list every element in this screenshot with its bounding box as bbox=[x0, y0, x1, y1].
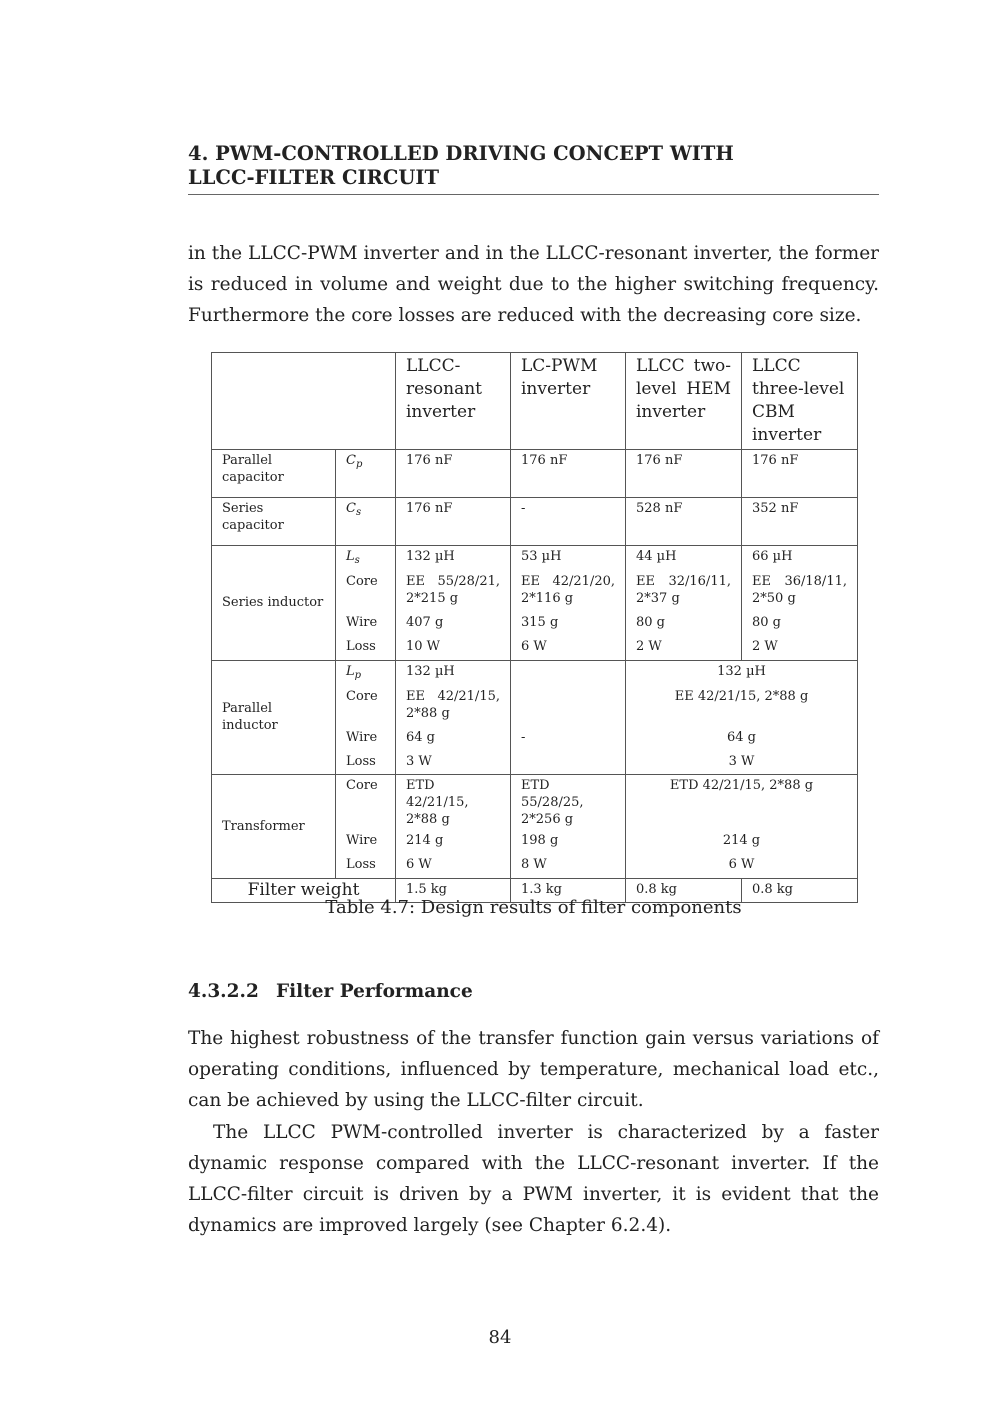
table-cell-merged: 6 W bbox=[626, 854, 858, 878]
table-cell: - bbox=[511, 498, 626, 546]
table-cell: 3 W bbox=[396, 751, 511, 775]
symbol-cp: $C_p$ bbox=[336, 450, 396, 498]
row-label-series-capacitor: Series capacitor bbox=[212, 498, 336, 546]
sub-label-wire: Wire bbox=[336, 727, 396, 751]
table-cell: 176 nF bbox=[742, 450, 858, 498]
table-cell: 0.8 kg bbox=[626, 878, 742, 902]
table-cell: 176 nF bbox=[626, 450, 742, 498]
table-cell: 80 g bbox=[626, 612, 742, 636]
table-cell: 64 g bbox=[396, 727, 511, 751]
table-cell: 0.8 kg bbox=[742, 878, 858, 902]
chapter-header-line1: 4. PWM-CONTROLLED DRIVING CONCEPT WITH bbox=[188, 142, 734, 165]
table-cell: 6 W bbox=[396, 854, 511, 878]
subsection-number: 4.3.2.2 bbox=[188, 981, 259, 1002]
table-cell: 80 g bbox=[742, 612, 858, 636]
sub-label-core: Core bbox=[336, 571, 396, 612]
row-label-parallel-inductor: Parallel inductor bbox=[212, 660, 336, 775]
table-cell: 8 W bbox=[511, 854, 626, 878]
sub-label-loss: Loss bbox=[336, 636, 396, 660]
symbol-ls: $L_s$ bbox=[336, 546, 396, 572]
sub-label-loss: Loss bbox=[336, 854, 396, 878]
table-cell: 176 nF bbox=[396, 498, 511, 546]
table-cell: EE 42/21/20, 2*116 g bbox=[511, 571, 626, 612]
table-cell: 1.5 kg bbox=[396, 878, 511, 902]
table-cell: EE 42/21/15, 2*88 g bbox=[396, 686, 511, 727]
sub-label-core: Core bbox=[336, 686, 396, 727]
subsection-title: Filter Performance bbox=[276, 981, 473, 1002]
table-cell: 176 nF bbox=[396, 450, 511, 498]
intro-paragraph: in the LLCC-PWM inverter and in the LLCC-resonant inverter, the former is reduced in volume and weight due to the higher switching frequency. Furthermore the core losses are reduced with the decreasing core size. bbox=[188, 243, 879, 326]
table-cell: 315 g bbox=[511, 612, 626, 636]
column-header: LLCC three-level CBM inverter bbox=[742, 353, 858, 450]
row-label-series-inductor: Series inductor bbox=[212, 546, 336, 661]
sub-label-core: Core bbox=[336, 775, 396, 831]
table-cell-empty bbox=[511, 660, 626, 686]
table-cell-merged: ETD 42/21/15, 2*88 g bbox=[626, 775, 858, 831]
table-cell-merged: 214 g bbox=[626, 830, 858, 854]
symbol-lp: $L_p$ bbox=[336, 660, 396, 686]
table-cell: 2 W bbox=[626, 636, 742, 660]
table-cell-empty bbox=[511, 751, 626, 775]
table-cell: EE 36/18/11, 2*50 g bbox=[742, 571, 858, 612]
table-row bbox=[212, 450, 858, 498]
body-paragraph-2: The LLCC PWM-controlled inverter is characterized by a faster dynamic response compared with the LLCC-resonant inverter. If the LLCC-filter circuit is driven by a PWM inverter, it is evident that the dynamics are improved largely (see Chapter 6.2.4). bbox=[188, 1122, 879, 1236]
table-cell: 2 W bbox=[742, 636, 858, 660]
table-corner-cell bbox=[212, 353, 396, 450]
table-cell: 198 g bbox=[511, 830, 626, 854]
table-cell: 6 W bbox=[511, 636, 626, 660]
row-label-filter-weight: Filter weight bbox=[212, 878, 396, 902]
table-cell: 1.3 kg bbox=[511, 878, 626, 902]
table-caption: Table 4.7: Design results of filter components bbox=[325, 897, 742, 918]
table-cell: ETD 55/28/25, 2*256 g bbox=[511, 775, 626, 831]
table-cell: 44 µH bbox=[626, 546, 742, 572]
table-cell-merged: 132 µH bbox=[626, 660, 858, 686]
table-cell-empty bbox=[511, 686, 626, 727]
table-cell: 132 µH bbox=[396, 660, 511, 686]
table-cell: 528 nF bbox=[626, 498, 742, 546]
table-row bbox=[212, 546, 858, 572]
symbol-cs: $C_s$ bbox=[336, 498, 396, 546]
table-cell: 214 g bbox=[396, 830, 511, 854]
table-cell: 53 µH bbox=[511, 546, 626, 572]
table-cell: EE 32/16/11, 2*37 g bbox=[626, 571, 742, 612]
table-cell: 176 nF bbox=[511, 450, 626, 498]
table-cell: 10 W bbox=[396, 636, 511, 660]
body-paragraph-1: The highest robustness of the transfer function gain versus variations of operating conditions, influenced by temperature, mechanical load etc., can be achieved by using the LLCC-filter circuit. bbox=[188, 1028, 879, 1111]
column-header: LC-PWM inverter bbox=[511, 353, 626, 450]
filter-design-table bbox=[211, 352, 858, 903]
table-cell: 352 nF bbox=[742, 498, 858, 546]
chapter-header bbox=[188, 142, 879, 195]
row-label-parallel-capacitor: Parallel capacitor bbox=[212, 450, 336, 498]
table-cell: EE 55/28/21, 2*215 g bbox=[396, 571, 511, 612]
table-row bbox=[212, 775, 858, 831]
table-cell-merged: EE 42/21/15, 2*88 g bbox=[626, 686, 858, 727]
sub-label-loss: Loss bbox=[336, 751, 396, 775]
sub-label-wire: Wire bbox=[336, 830, 396, 854]
table-cell: ETD 42/21/15, 2*88 g bbox=[396, 775, 511, 831]
table-cell: 407 g bbox=[396, 612, 511, 636]
row-label-transformer: Transformer bbox=[212, 775, 336, 879]
subsection-heading bbox=[188, 981, 473, 1002]
chapter-header-line2: LLCC-FILTER CIRCUIT bbox=[188, 166, 440, 189]
column-header: LLCC two-level HEM inverter bbox=[626, 353, 742, 450]
table-cell: 66 µH bbox=[742, 546, 858, 572]
table-row bbox=[212, 660, 858, 686]
table-cell: - bbox=[511, 727, 626, 751]
table-cell-merged: 64 g bbox=[626, 727, 858, 751]
page-number: 84 bbox=[488, 1327, 512, 1348]
table-cell: 132 µH bbox=[396, 546, 511, 572]
column-header: LLCC-resonant inverter bbox=[396, 353, 511, 450]
table-header-row bbox=[212, 353, 858, 450]
table-cell-merged: 3 W bbox=[626, 751, 858, 775]
table-row bbox=[212, 498, 858, 546]
sub-label-wire: Wire bbox=[336, 612, 396, 636]
